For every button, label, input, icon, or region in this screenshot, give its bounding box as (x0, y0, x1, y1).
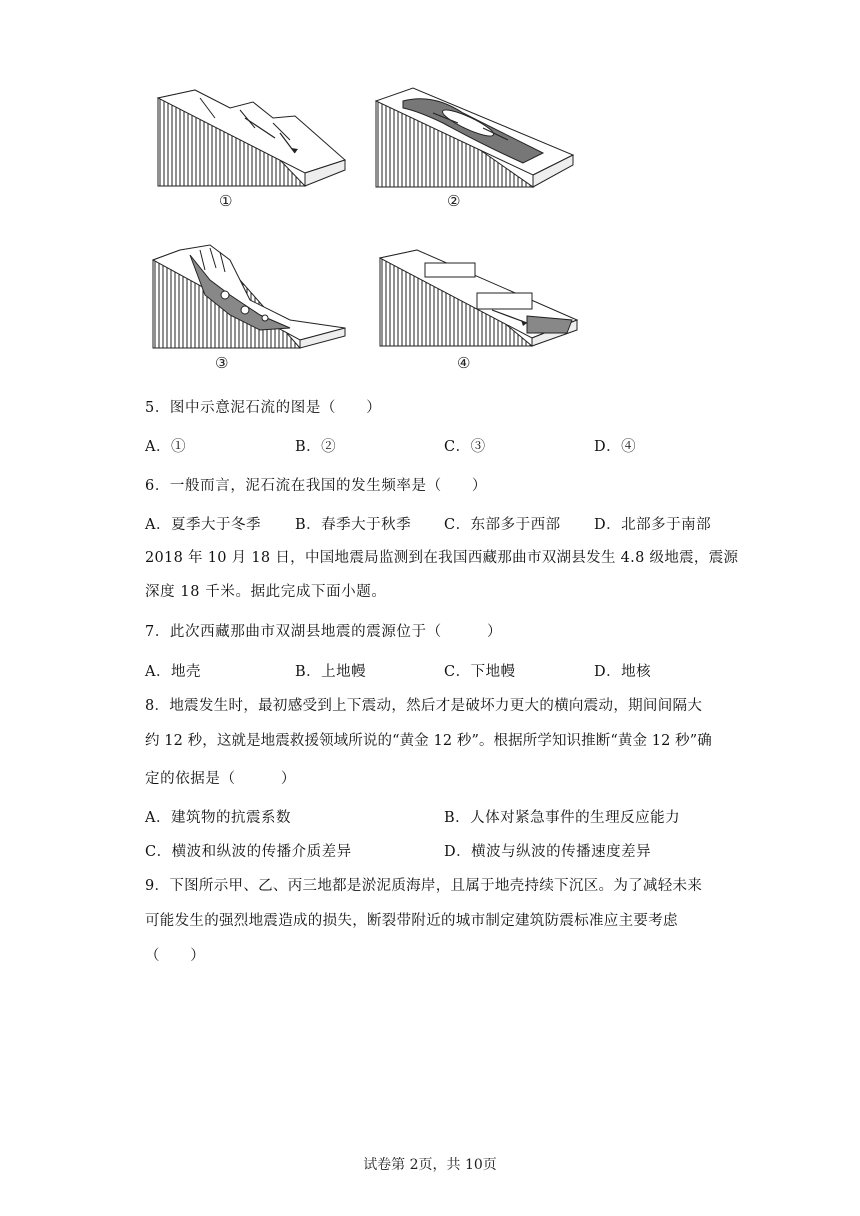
question-9-line-3: （ ） (145, 948, 206, 964)
question-5-option-c: C．③ (444, 439, 486, 455)
question-6-option-d: D．北部多于南部 (594, 517, 712, 533)
figure-1-label: ① (219, 192, 233, 210)
passage-line-1: 2018 年 10 月 18 日，中国地震局监测到在我国西藏那曲市双湖县发生 4.8 级地震，震源 (145, 550, 739, 566)
question-7-option-b: B．上地幔 (295, 664, 367, 680)
figure-3 (150, 240, 348, 352)
question-8-option-c: C．横波和纵波的传播介质差异 (145, 844, 352, 860)
figure-4 (377, 238, 582, 350)
question-9-line-1: 9．下图所示甲、乙、丙三地都是淤泥质海岸，且属于地壳持续下沉区。为了减轻未来 (145, 878, 703, 894)
question-6-option-c: C．东部多于西部 (444, 517, 561, 533)
figure-1 (155, 78, 350, 190)
question-8-option-b: B．人体对紧急事件的生理反应能力 (444, 810, 681, 826)
question-8-line-3: 定的依据是（ ） (145, 771, 296, 787)
landslide-diagram-icon (155, 78, 350, 190)
question-7-stem: 7．此次西藏那曲市双湖县地震的震源位于（ ） (145, 624, 503, 640)
question-9-line-2: 可能发生的强烈地震造成的损失，断裂带附近的城市制定建筑防震标准应主要考虑 (145, 913, 678, 929)
question-5-stem: 5．图中示意泥石流的图是（ ） (145, 400, 382, 416)
question-6-option-a: A．夏季大于冬季 (145, 517, 261, 533)
question-8-line-2: 约 12 秒，这就是地震救援领域所说的“黄金 12 秒”。根据所学知识推断“黄金 12 秒”确 (145, 733, 712, 749)
figure-4-label: ④ (457, 354, 471, 372)
question-5-option-d: D．④ (594, 439, 637, 455)
question-5-option-b: B．② (295, 439, 337, 455)
question-8-option-a: A．建筑物的抗震系数 (145, 810, 291, 826)
figure-2 (373, 83, 578, 191)
question-8-option-d: D．横波与纵波的传播速度差异 (444, 844, 652, 860)
question-6-option-b: B．春季大于秋季 (295, 517, 412, 533)
passage-line-2: 深度 18 千米。据此完成下面小题。 (145, 584, 387, 600)
slump-block-diagram-icon (377, 238, 582, 350)
question-5-option-a: A．① (145, 439, 186, 455)
debris-flow-diagram-icon (150, 240, 348, 352)
figure-2-label: ② (447, 192, 461, 210)
river-channel-debris-diagram-icon (373, 83, 578, 191)
question-8-line-1: 8．地震发生时，最初感受到上下震动，然后才是破坏力更大的横向震动，期间间隔大 (145, 698, 703, 714)
figure-3-label: ③ (215, 354, 229, 372)
page-footer: 试卷第 2页，共 10页 (363, 1157, 497, 1173)
question-6-stem: 6．一般而言，泥石流在我国的发生频率是（ ） (145, 478, 488, 494)
question-7-option-d: D．地核 (594, 664, 652, 680)
question-7-option-c: C．下地幔 (444, 664, 516, 680)
question-7-option-a: A．地壳 (145, 664, 201, 680)
